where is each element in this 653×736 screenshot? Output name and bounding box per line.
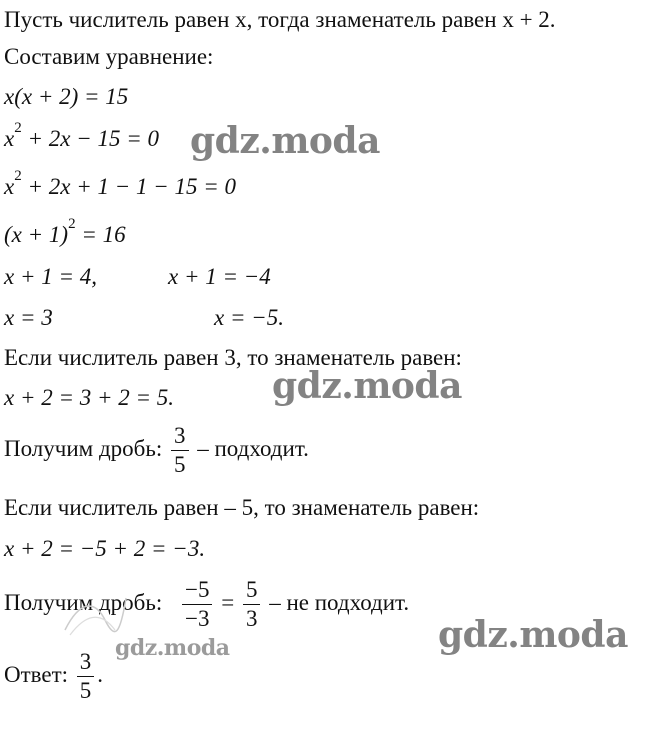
- roots-line-1b: [168, 265, 271, 288]
- root-equation-a: x + 1 = 4,: [4, 264, 97, 289]
- equation-text-1: x(x + 2) = 15: [4, 84, 129, 109]
- equation-line-3: [4, 168, 237, 199]
- equation-2-base: x: [4, 126, 15, 151]
- fraction-denominator: 5: [79, 678, 92, 704]
- watermark-logo: gdz.moda: [272, 365, 462, 407]
- fraction-numerator: 3: [171, 424, 189, 451]
- equation-2-exponent: 2: [14, 120, 22, 136]
- case-2-verdict: – не подходит.: [269, 589, 410, 615]
- answer-line: [4, 650, 103, 703]
- fraction-neg5-neg3: [182, 578, 212, 631]
- case-1-calc-text: x + 2 = 3 + 2 = 5.: [4, 385, 175, 410]
- equation-3-base: x: [4, 174, 15, 199]
- equation-line-2: [4, 120, 159, 151]
- fraction-denominator: −3: [185, 606, 210, 632]
- case-2-calc-text: x + 2 = −5 + 2 = −3.: [4, 536, 206, 561]
- compose-equation-text: Составим уравнение:: [4, 44, 214, 69]
- equation-4-base: (x + 1): [4, 222, 69, 247]
- fraction-five-thirds: [243, 578, 261, 631]
- case-2-calc-line: [4, 537, 205, 560]
- statement-text: Пусть числитель равен x, тогда знаменатель равен x + 2.: [4, 7, 556, 32]
- root-equation-b: x + 1 = −4: [168, 264, 271, 289]
- answer-label: Ответ:: [4, 661, 69, 687]
- watermark-scribble: [60, 590, 130, 640]
- equation-3-rest: + 2x + 1 − 1 − 15 = 0: [21, 174, 237, 199]
- case-2-intro-line: [4, 496, 479, 519]
- watermark-logo: gdz.moda: [438, 614, 628, 656]
- case-2-fraction-label: Получим дробь:: [4, 589, 163, 615]
- case-1-verdict: – подходит.: [197, 435, 309, 461]
- equation-3-exponent: 2: [14, 168, 22, 184]
- roots-line-2: [4, 306, 53, 329]
- case-1-fraction-line: [4, 424, 309, 477]
- equation-line-1: [4, 85, 128, 108]
- equation-2-rest: + 2x − 15 = 0: [21, 126, 159, 151]
- equation-line-4: [4, 216, 126, 247]
- fraction-numerator: 3: [77, 650, 95, 677]
- equation-4-exponent: 2: [68, 216, 76, 232]
- watermark-logo: gdz.moda: [115, 635, 230, 661]
- fraction-denominator: 5: [174, 452, 186, 478]
- root-value-b: x = −5.: [214, 305, 284, 330]
- answer-period: .: [97, 661, 104, 687]
- roots-line-2b: [214, 306, 284, 329]
- fraction-denominator: 3: [245, 606, 258, 632]
- roots-line-1: [4, 265, 97, 288]
- case-2-intro-text: Если числитель равен – 5, то знаменатель равен:: [4, 495, 480, 520]
- compose-equation-line: [4, 45, 213, 68]
- case-1-fraction-label: Получим дробь:: [4, 435, 163, 461]
- equals-sign: =: [221, 589, 235, 615]
- fraction-numerator: 5: [243, 578, 261, 605]
- root-value-a: x = 3: [4, 305, 53, 330]
- equation-4-rest: = 16: [75, 222, 126, 247]
- case-1-intro-text: Если числитель равен 3, то знаменатель равен:: [4, 345, 462, 370]
- answer-fraction: [77, 650, 95, 703]
- statement-line: [4, 8, 556, 31]
- fraction-three-fifths: [171, 424, 189, 477]
- fraction-numerator: −5: [182, 578, 212, 605]
- watermark-logo: gdz.moda: [190, 120, 380, 162]
- case-1-calc-line: [4, 386, 174, 409]
